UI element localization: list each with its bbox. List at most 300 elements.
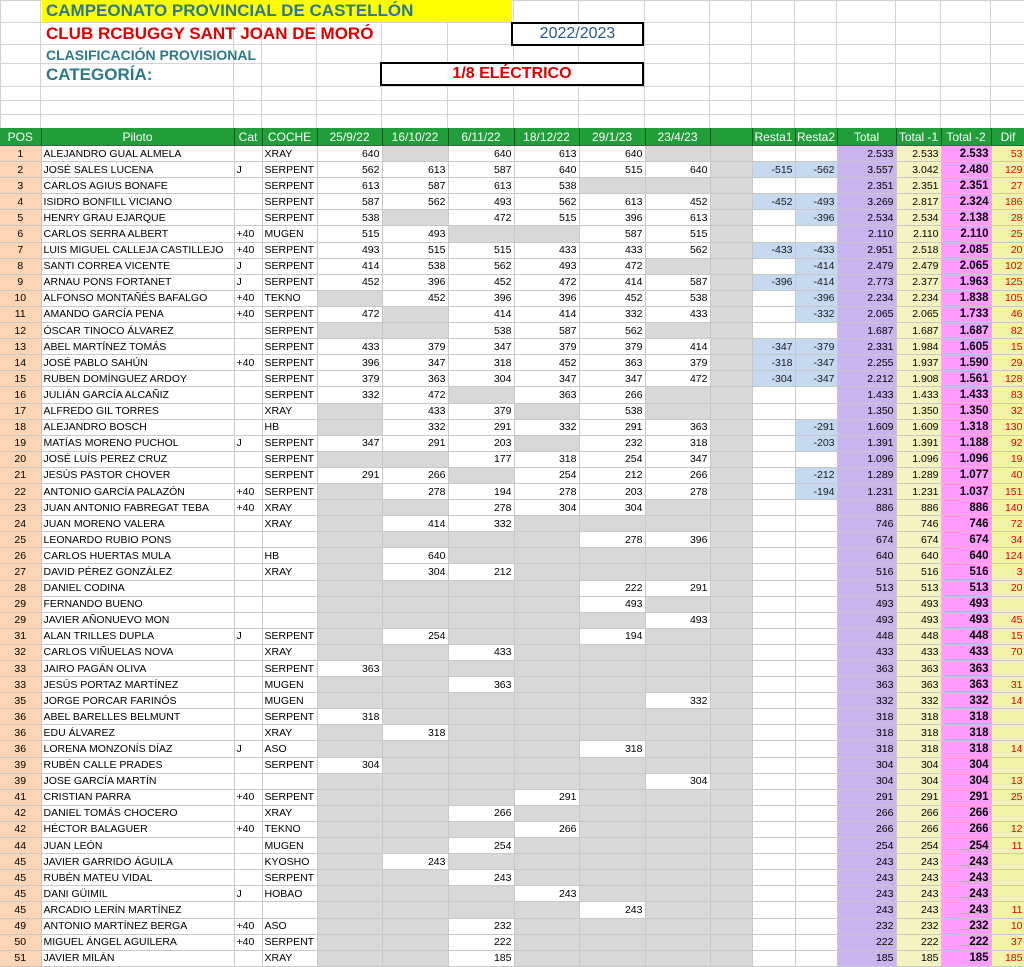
pos-cell[interactable]: 7: [0, 242, 41, 258]
race-cell[interactable]: 291: [317, 467, 382, 483]
total-cell[interactable]: 2.212: [837, 371, 896, 387]
total-minus2-cell[interactable]: 2.351: [941, 178, 991, 194]
separator-cell[interactable]: [710, 178, 752, 194]
resta1-cell[interactable]: [752, 226, 795, 242]
col-header[interactable]: Total -1: [896, 128, 941, 146]
race-cell[interactable]: [448, 854, 514, 870]
table-row[interactable]: [0, 178, 1024, 194]
table-row[interactable]: [0, 371, 1024, 387]
total-minus1-cell[interactable]: 2.234: [896, 290, 941, 306]
car-cell[interactable]: HB: [262, 419, 317, 435]
total-minus2-cell[interactable]: 513: [941, 580, 991, 596]
pos-cell[interactable]: 9: [0, 274, 41, 290]
race-cell[interactable]: [645, 146, 710, 162]
separator-cell[interactable]: [710, 789, 752, 805]
race-cell[interactable]: [448, 548, 514, 564]
total-minus2-cell[interactable]: 2.065: [941, 258, 991, 274]
car-cell[interactable]: XRAY: [262, 403, 317, 419]
total-minus1-cell[interactable]: 640: [896, 548, 941, 564]
race-cell[interactable]: [579, 950, 645, 966]
race-cell[interactable]: [514, 838, 579, 854]
race-cell[interactable]: 562: [579, 323, 645, 339]
total-minus2-cell[interactable]: 1.318: [941, 419, 991, 435]
cat-cell[interactable]: [234, 854, 262, 870]
race-cell[interactable]: 347: [645, 451, 710, 467]
col-header[interactable]: POS: [0, 128, 41, 146]
dif-cell[interactable]: 45: [991, 612, 1024, 628]
dif-cell[interactable]: 140: [991, 500, 1024, 516]
total-minus2-cell[interactable]: 363: [941, 677, 991, 693]
resta2-cell[interactable]: -194: [795, 483, 837, 499]
total-minus1-cell[interactable]: 1.908: [896, 371, 941, 387]
race-cell[interactable]: 493: [448, 194, 514, 210]
dif-cell[interactable]: 186: [991, 194, 1024, 210]
race-cell[interactable]: 363: [317, 661, 382, 677]
total-minus1-cell[interactable]: 2.534: [896, 210, 941, 226]
dif-cell[interactable]: 27: [991, 178, 1024, 194]
pilot-cell[interactable]: JOSÉ PABLO SAHÚN: [41, 355, 234, 371]
pos-cell[interactable]: 41: [0, 789, 41, 805]
race-cell[interactable]: 379: [317, 371, 382, 387]
resta1-cell[interactable]: [752, 870, 795, 886]
separator-cell[interactable]: [710, 387, 752, 403]
race-cell[interactable]: 433: [579, 242, 645, 258]
resta2-cell[interactable]: -414: [795, 258, 837, 274]
total-cell[interactable]: 318: [837, 709, 896, 725]
resta1-cell[interactable]: [752, 483, 795, 499]
resta1-cell[interactable]: [752, 178, 795, 194]
pos-cell[interactable]: 29: [0, 596, 41, 612]
race-cell[interactable]: 243: [579, 902, 645, 918]
dif-cell[interactable]: 72: [991, 516, 1024, 532]
total-minus1-cell[interactable]: 363: [896, 661, 941, 677]
pos-cell[interactable]: 31: [0, 628, 41, 644]
race-cell[interactable]: 291: [579, 419, 645, 435]
pos-cell[interactable]: 27: [0, 564, 41, 580]
table-row[interactable]: [0, 274, 1024, 290]
table-row[interactable]: [0, 596, 1024, 612]
table-row[interactable]: [0, 693, 1024, 709]
pos-cell[interactable]: 49: [0, 918, 41, 934]
table-row[interactable]: [0, 886, 1024, 902]
race-cell[interactable]: [514, 548, 579, 564]
race-cell[interactable]: [317, 532, 382, 548]
resta2-cell[interactable]: [795, 178, 837, 194]
race-cell[interactable]: [645, 500, 710, 516]
resta2-cell[interactable]: [795, 403, 837, 419]
separator-cell[interactable]: [710, 854, 752, 870]
total-cell[interactable]: 1.433: [837, 387, 896, 403]
pilot-cell[interactable]: DAVID PÉREZ GONZÁLEZ: [41, 564, 234, 580]
resta2-cell[interactable]: [795, 693, 837, 709]
pos-cell[interactable]: 19: [0, 435, 41, 451]
race-cell[interactable]: 414: [514, 306, 579, 322]
resta2-cell[interactable]: [795, 661, 837, 677]
race-cell[interactable]: [514, 628, 579, 644]
race-cell[interactable]: [382, 693, 448, 709]
pilot-cell[interactable]: MATÍAS MORENO PUCHOL: [41, 435, 234, 451]
race-cell[interactable]: 587: [514, 323, 579, 339]
race-cell[interactable]: 640: [645, 162, 710, 178]
pos-cell[interactable]: 17: [0, 403, 41, 419]
race-cell[interactable]: 538: [382, 258, 448, 274]
pos-cell[interactable]: 8: [0, 258, 41, 274]
race-cell[interactable]: 613: [448, 178, 514, 194]
race-cell[interactable]: [579, 612, 645, 628]
race-cell[interactable]: 433: [317, 339, 382, 355]
race-cell[interactable]: 562: [382, 194, 448, 210]
race-cell[interactable]: [317, 628, 382, 644]
pilot-cell[interactable]: EDU ÁLVAREZ: [41, 725, 234, 741]
dif-cell[interactable]: 20: [991, 242, 1024, 258]
resta1-cell[interactable]: [752, 725, 795, 741]
race-cell[interactable]: 493: [514, 258, 579, 274]
race-cell[interactable]: 493: [645, 612, 710, 628]
car-cell[interactable]: SERPENT: [262, 242, 317, 258]
pos-cell[interactable]: 4: [0, 194, 41, 210]
race-cell[interactable]: [382, 821, 448, 837]
pos-cell[interactable]: 22: [0, 483, 41, 499]
resta2-cell[interactable]: [795, 451, 837, 467]
total-cell[interactable]: 1.289: [837, 467, 896, 483]
table-row[interactable]: [0, 854, 1024, 870]
race-cell[interactable]: 318: [317, 709, 382, 725]
race-cell[interactable]: [317, 870, 382, 886]
dif-cell[interactable]: 31: [991, 677, 1024, 693]
resta2-cell[interactable]: -379: [795, 339, 837, 355]
race-cell[interactable]: [317, 918, 382, 934]
pilot-cell[interactable]: JOSÉ LUÍS PEREZ CRUZ: [41, 451, 234, 467]
race-cell[interactable]: 613: [514, 146, 579, 162]
pilot-cell[interactable]: JESÚS PORTAZ MARTÍNEZ: [41, 677, 234, 693]
race-cell[interactable]: 291: [645, 580, 710, 596]
cat-cell[interactable]: [234, 467, 262, 483]
total-cell[interactable]: 2.110: [837, 226, 896, 242]
resta1-cell[interactable]: [752, 709, 795, 725]
cat-cell[interactable]: [234, 146, 262, 162]
resta2-cell[interactable]: [795, 612, 837, 628]
resta2-cell[interactable]: [795, 805, 837, 821]
race-cell[interactable]: 640: [579, 146, 645, 162]
total-minus2-cell[interactable]: 318: [941, 741, 991, 757]
total-cell[interactable]: 243: [837, 902, 896, 918]
race-cell[interactable]: 278: [448, 500, 514, 516]
race-cell[interactable]: [448, 596, 514, 612]
race-cell[interactable]: [645, 387, 710, 403]
car-cell[interactable]: XRAY: [262, 805, 317, 821]
dif-cell[interactable]: 13: [991, 773, 1024, 789]
race-cell[interactable]: 203: [448, 435, 514, 451]
race-cell[interactable]: [645, 596, 710, 612]
race-cell[interactable]: 414: [645, 339, 710, 355]
table-row[interactable]: [0, 532, 1024, 548]
race-cell[interactable]: 414: [317, 258, 382, 274]
table-row[interactable]: [0, 677, 1024, 693]
race-cell[interactable]: 433: [514, 242, 579, 258]
race-cell[interactable]: [514, 918, 579, 934]
race-cell[interactable]: [645, 661, 710, 677]
race-cell[interactable]: 291: [514, 789, 579, 805]
cat-cell[interactable]: [234, 870, 262, 886]
separator-cell[interactable]: [710, 242, 752, 258]
dif-cell[interactable]: [991, 886, 1024, 902]
race-cell[interactable]: [645, 950, 710, 966]
race-cell[interactable]: [645, 403, 710, 419]
dif-cell[interactable]: 15: [991, 339, 1024, 355]
table-row[interactable]: [0, 580, 1024, 596]
resta2-cell[interactable]: [795, 548, 837, 564]
race-cell[interactable]: 278: [514, 483, 579, 499]
race-cell[interactable]: 538: [317, 210, 382, 226]
pos-cell[interactable]: 14: [0, 355, 41, 371]
table-row[interactable]: [0, 435, 1024, 451]
race-cell[interactable]: [514, 564, 579, 580]
race-cell[interactable]: [579, 548, 645, 564]
separator-cell[interactable]: [710, 725, 752, 741]
total-minus1-cell[interactable]: 513: [896, 580, 941, 596]
race-cell[interactable]: [317, 693, 382, 709]
car-cell[interactable]: SERPENT: [262, 789, 317, 805]
resta1-cell[interactable]: [752, 805, 795, 821]
resta2-cell[interactable]: -347: [795, 371, 837, 387]
total-cell[interactable]: 266: [837, 821, 896, 837]
race-cell[interactable]: 266: [645, 467, 710, 483]
dif-cell[interactable]: 130: [991, 419, 1024, 435]
total-minus2-cell[interactable]: 222: [941, 934, 991, 950]
car-cell[interactable]: SERPENT: [262, 870, 317, 886]
col-header[interactable]: Total -2: [941, 128, 991, 146]
car-cell[interactable]: HOBAO: [262, 886, 317, 902]
total-minus2-cell[interactable]: 1.963: [941, 274, 991, 290]
total-cell[interactable]: 1.096: [837, 451, 896, 467]
table-row[interactable]: [0, 902, 1024, 918]
total-minus2-cell[interactable]: 1.350: [941, 403, 991, 419]
race-cell[interactable]: [514, 580, 579, 596]
race-cell[interactable]: [317, 902, 382, 918]
cat-cell[interactable]: [234, 950, 262, 966]
race-cell[interactable]: [448, 757, 514, 773]
total-minus2-cell[interactable]: 1.605: [941, 339, 991, 355]
car-cell[interactable]: SERPENT: [262, 323, 317, 339]
total-minus1-cell[interactable]: 2.479: [896, 258, 941, 274]
total-minus2-cell[interactable]: 886: [941, 500, 991, 516]
total-cell[interactable]: 363: [837, 677, 896, 693]
total-minus1-cell[interactable]: 1.350: [896, 403, 941, 419]
total-cell[interactable]: 266: [837, 805, 896, 821]
race-cell[interactable]: [514, 644, 579, 660]
resta1-cell[interactable]: [752, 821, 795, 837]
race-cell[interactable]: 587: [317, 194, 382, 210]
cat-cell[interactable]: [234, 902, 262, 918]
cat-cell[interactable]: [234, 419, 262, 435]
race-cell[interactable]: 396: [448, 290, 514, 306]
race-cell[interactable]: 414: [579, 274, 645, 290]
race-cell[interactable]: [317, 886, 382, 902]
table-row[interactable]: [0, 419, 1024, 435]
race-cell[interactable]: [514, 596, 579, 612]
car-cell[interactable]: [262, 902, 317, 918]
car-cell[interactable]: SERPENT: [262, 467, 317, 483]
total-cell[interactable]: 2.534: [837, 210, 896, 226]
cat-cell[interactable]: +40: [234, 789, 262, 805]
race-cell[interactable]: [317, 564, 382, 580]
total-cell[interactable]: 243: [837, 870, 896, 886]
table-row[interactable]: [0, 789, 1024, 805]
total-minus1-cell[interactable]: 1.391: [896, 435, 941, 451]
race-cell[interactable]: [645, 516, 710, 532]
race-cell[interactable]: 363: [382, 371, 448, 387]
cat-cell[interactable]: J: [234, 435, 262, 451]
cat-cell[interactable]: [234, 451, 262, 467]
total-cell[interactable]: 304: [837, 773, 896, 789]
race-cell[interactable]: 452: [382, 290, 448, 306]
pos-cell[interactable]: 42: [0, 805, 41, 821]
resta2-cell[interactable]: -414: [795, 274, 837, 290]
race-cell[interactable]: [448, 693, 514, 709]
total-cell[interactable]: 513: [837, 580, 896, 596]
cat-cell[interactable]: +40: [234, 918, 262, 934]
table-row[interactable]: [0, 403, 1024, 419]
pilot-cell[interactable]: ALEJANDRO GUAL ALMELA: [41, 146, 234, 162]
resta1-cell[interactable]: [752, 950, 795, 966]
resta2-cell[interactable]: [795, 950, 837, 966]
car-cell[interactable]: SERPENT: [262, 162, 317, 178]
table-row[interactable]: [0, 661, 1024, 677]
car-cell[interactable]: KYOSHO: [262, 854, 317, 870]
total-minus2-cell[interactable]: 185: [941, 950, 991, 966]
pos-cell[interactable]: 24: [0, 516, 41, 532]
pilot-cell[interactable]: ISIDRO BONFILL VICIANO: [41, 194, 234, 210]
car-cell[interactable]: SERPENT: [262, 451, 317, 467]
table-row[interactable]: [0, 741, 1024, 757]
race-cell[interactable]: 363: [514, 387, 579, 403]
car-cell[interactable]: SERPENT: [262, 178, 317, 194]
resta1-cell[interactable]: -433: [752, 242, 795, 258]
separator-cell[interactable]: [710, 612, 752, 628]
pos-cell[interactable]: 36: [0, 709, 41, 725]
race-cell[interactable]: [645, 323, 710, 339]
total-minus2-cell[interactable]: 1.590: [941, 355, 991, 371]
separator-cell[interactable]: [710, 838, 752, 854]
dif-cell[interactable]: 40: [991, 467, 1024, 483]
dif-cell[interactable]: 102: [991, 258, 1024, 274]
resta2-cell[interactable]: -332: [795, 306, 837, 322]
cat-cell[interactable]: +40: [234, 934, 262, 950]
pos-cell[interactable]: 23: [0, 500, 41, 516]
race-cell[interactable]: [317, 612, 382, 628]
total-minus2-cell[interactable]: 516: [941, 564, 991, 580]
col-header[interactable]: Cat: [234, 128, 262, 146]
pilot-cell[interactable]: CARLOS SERRA ALBERT: [41, 226, 234, 242]
col-header[interactable]: [710, 128, 752, 146]
pos-cell[interactable]: 33: [0, 677, 41, 693]
resta2-cell[interactable]: [795, 870, 837, 886]
race-cell[interactable]: [514, 612, 579, 628]
total-cell[interactable]: 1.391: [837, 435, 896, 451]
race-cell[interactable]: [448, 821, 514, 837]
resta1-cell[interactable]: [752, 854, 795, 870]
total-minus1-cell[interactable]: 2.110: [896, 226, 941, 242]
pilot-cell[interactable]: JOSE GARCÍA MARTÍN: [41, 773, 234, 789]
cat-cell[interactable]: +40: [234, 290, 262, 306]
race-cell[interactable]: [382, 886, 448, 902]
total-cell[interactable]: 318: [837, 725, 896, 741]
resta1-cell[interactable]: [752, 500, 795, 516]
car-cell[interactable]: SERPENT: [262, 339, 317, 355]
total-minus2-cell[interactable]: 1.096: [941, 451, 991, 467]
separator-cell[interactable]: [710, 548, 752, 564]
total-minus1-cell[interactable]: 318: [896, 741, 941, 757]
total-minus2-cell[interactable]: 304: [941, 773, 991, 789]
car-cell[interactable]: SERPENT: [262, 435, 317, 451]
pilot-cell[interactable]: MIGUEL ÁNGEL AGUILERA: [41, 934, 234, 950]
race-cell[interactable]: 222: [579, 580, 645, 596]
col-header[interactable]: 6/11/22: [448, 128, 514, 146]
resta2-cell[interactable]: [795, 146, 837, 162]
resta1-cell[interactable]: [752, 435, 795, 451]
cat-cell[interactable]: +40: [234, 226, 262, 242]
resta1-cell[interactable]: [752, 451, 795, 467]
dif-cell[interactable]: 46: [991, 306, 1024, 322]
race-cell[interactable]: [448, 532, 514, 548]
total-minus1-cell[interactable]: 2.065: [896, 306, 941, 322]
pilot-cell[interactable]: DANIEL CODINA: [41, 580, 234, 596]
total-cell[interactable]: 232: [837, 918, 896, 934]
pos-cell[interactable]: 13: [0, 339, 41, 355]
separator-cell[interactable]: [710, 950, 752, 966]
race-cell[interactable]: [514, 950, 579, 966]
race-cell[interactable]: 472: [448, 210, 514, 226]
pos-cell[interactable]: 2: [0, 162, 41, 178]
race-cell[interactable]: [645, 178, 710, 194]
cat-cell[interactable]: [234, 580, 262, 596]
col-header[interactable]: Piloto: [41, 128, 234, 146]
dif-cell[interactable]: 185: [991, 950, 1024, 966]
race-cell[interactable]: 304: [382, 564, 448, 580]
total-minus2-cell[interactable]: 2.480: [941, 162, 991, 178]
race-cell[interactable]: [514, 693, 579, 709]
cat-cell[interactable]: [234, 210, 262, 226]
race-cell[interactable]: 640: [514, 162, 579, 178]
total-cell[interactable]: 1.687: [837, 323, 896, 339]
race-cell[interactable]: 613: [645, 210, 710, 226]
total-minus2-cell[interactable]: 243: [941, 870, 991, 886]
separator-cell[interactable]: [710, 451, 752, 467]
race-cell[interactable]: [514, 725, 579, 741]
race-cell[interactable]: [514, 226, 579, 242]
race-cell[interactable]: 452: [645, 194, 710, 210]
table-row[interactable]: [0, 210, 1024, 226]
col-header[interactable]: Resta2: [796, 129, 836, 144]
race-cell[interactable]: [382, 451, 448, 467]
table-row[interactable]: [0, 950, 1024, 966]
total-minus2-cell[interactable]: 1.561: [941, 371, 991, 387]
resta1-cell[interactable]: [752, 403, 795, 419]
cat-cell[interactable]: +40: [234, 483, 262, 499]
race-cell[interactable]: 515: [514, 210, 579, 226]
table-row[interactable]: [0, 323, 1024, 339]
car-cell[interactable]: [262, 532, 317, 548]
separator-cell[interactable]: [710, 644, 752, 660]
cat-cell[interactable]: [234, 403, 262, 419]
resta1-cell[interactable]: [752, 757, 795, 773]
total-minus1-cell[interactable]: 243: [896, 854, 941, 870]
total-minus1-cell[interactable]: 2.351: [896, 178, 941, 194]
total-cell[interactable]: 2.351: [837, 178, 896, 194]
table-row[interactable]: [0, 483, 1024, 499]
race-cell[interactable]: 379: [448, 403, 514, 419]
race-cell[interactable]: 318: [382, 725, 448, 741]
